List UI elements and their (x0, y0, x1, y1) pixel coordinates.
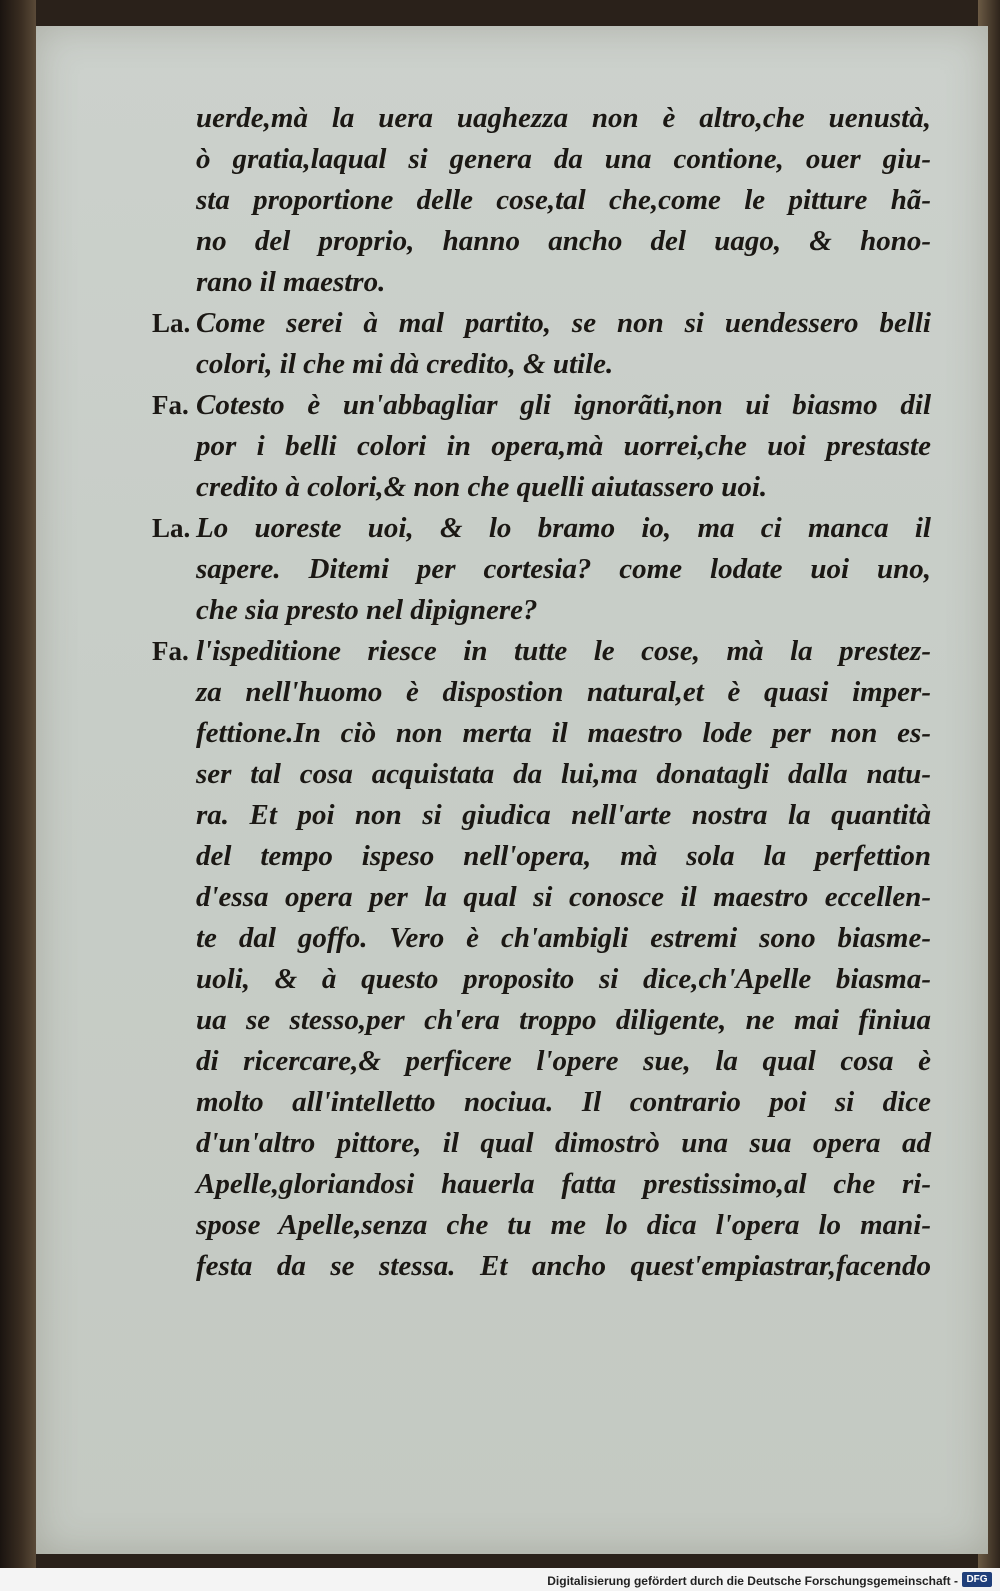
speaker-label: Fa. (152, 636, 189, 666)
speaker-label: La. (152, 308, 191, 338)
book-page (36, 26, 988, 1554)
footer-bar (0, 1568, 1000, 1591)
text-line: te dal goffo. Vero è ch'ambigli estremi sono biasme- (196, 922, 931, 954)
text-line: Lo uoreste uoi, & lo bramo io, ma ci manca il (196, 512, 931, 544)
text-line: di ricercare,& perficere l'opere sue, la qual cosa è (196, 1045, 931, 1077)
text-line: ra. Et poi non si giudica nell'arte nostra la quantità (196, 799, 931, 831)
text-line: credito à colori,& non che quelli aiutassero uoi. (196, 471, 768, 503)
dfg-logo: DFG (962, 1572, 992, 1587)
text-line: uoli, & à questo proposito si dice,ch'Apelle biasma- (196, 963, 931, 995)
text-line: molto all'intelletto nociua. Il contrario poi si dice (196, 1086, 931, 1118)
paragraph-opening (196, 98, 931, 303)
text-line: no del proprio, hanno ancho del uago, & hono- (196, 225, 931, 257)
text-line: l'ispeditione riesce in tutte le cose, mà la prestez- (196, 635, 931, 667)
text-line: d'essa opera per la qual si conosce il maestro eccellen- (196, 881, 931, 913)
speaker-label: La. (152, 513, 191, 543)
text-line: za nell'huomo è dispostion natural,et è quasi imper- (196, 676, 931, 708)
text-line: che sia presto nel dipignere? (196, 594, 538, 626)
text-line: ser tal cosa acquistata da lui,ma donatagli dalla natu- (196, 758, 931, 790)
page-text (152, 98, 931, 1287)
funding-credit: Digitalisierung gefördert durch die Deutsche Forschungsgemeinschaft - (547, 1574, 958, 1588)
text-line: Apelle,gloriandosi hauerla fatta prestissimo,al che ri- (196, 1168, 931, 1200)
text-line: sapere. Ditemi per cortesia? come lodate uoi uno, (196, 553, 931, 585)
speech-la-2 (152, 508, 931, 631)
text-line: Come serei à mal partito, se non si uendessero belli (196, 307, 931, 339)
text-line: ua se stesso,per ch'era troppo diligente, ne mai finiua (196, 1004, 931, 1036)
speech-la-1 (152, 303, 931, 385)
text-line: fettione.In ciò non merta il maestro lode per non es- (196, 717, 931, 749)
speech-fa-2 (152, 631, 931, 1287)
text-line: colori, il che mi dà credito, & utile. (196, 348, 614, 380)
text-line: ò gratia,laqual si genera da una contione, ouer giu- (196, 143, 931, 175)
speaker-label: Fa. (152, 390, 189, 420)
text-line: spose Apelle,senza che tu me lo dica l'opera lo mani- (196, 1209, 931, 1241)
text-line: Cotesto è un'abbagliar gli ignorãti,non ui biasmo dil (196, 389, 931, 421)
text-line: sta proportione delle cose,tal che,come le pitture hã- (196, 184, 931, 216)
text-line: d'un'altro pittore, il qual dimostrò una sua opera ad (196, 1127, 931, 1159)
text-line: rano il maestro. (196, 266, 386, 298)
speech-fa-1 (152, 385, 931, 508)
text-line: del tempo ispeso nell'opera, mà sola la perfettion (196, 840, 931, 872)
text-line: festa da se stessa. Et ancho quest'empiastrar,facendo (196, 1250, 931, 1282)
text-line: uerde,mà la uera uaghezza non è altro,che uenustà, (196, 102, 931, 134)
book-edge-left (0, 0, 36, 1568)
text-line: por i belli colori in opera,mà uorrei,che uoi prestaste (196, 430, 931, 462)
